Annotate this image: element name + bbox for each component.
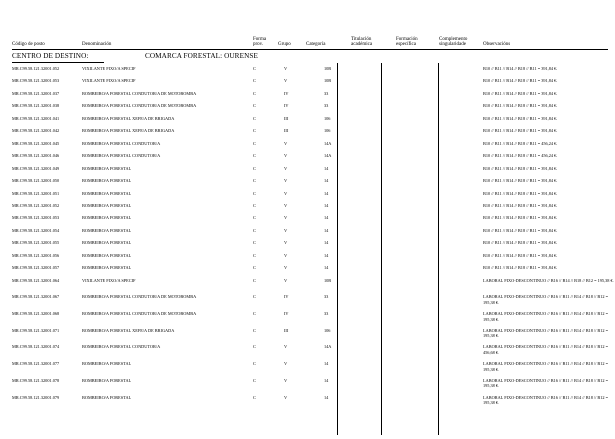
cell-forma: C [253, 240, 256, 246]
cell-obs: B10 // B11 // B14 // B18 // B11 = 391,84 €. [483, 215, 558, 221]
cell-forma: C [253, 140, 256, 146]
cell-code: MR.C99.58.121.32001.046 [12, 153, 60, 159]
cell-den: VIXILANTE FIXO/A SPECIF [82, 277, 136, 283]
cell-obs: LABORAL FIXO-DESCONTINUO // B16 // B11 // B14 // B18 // B12 = 195,38 €. [483, 294, 609, 305]
cell-obs: B10 // B11 // B14 // B18 // B11 = 391,84 €. [483, 103, 558, 109]
cell-grupo: V [284, 140, 288, 146]
header-forma: Forma prov. [253, 36, 267, 48]
cell-grupo: V [284, 66, 288, 71]
cell-forma: C [253, 377, 256, 383]
cell-obs: B10 // B11 // B14 // B18 // B11 = 391,84 €. [483, 178, 558, 184]
cell-cat: 14 [324, 361, 329, 367]
cell-code: MR.C99.58.121.32001.074 [12, 344, 60, 350]
cell-cat: 14A [324, 140, 332, 146]
cell-code: MR.C99.58.121.32001.055 [12, 240, 60, 246]
cell-den: BOMBEIRO/A FORESTAL [82, 227, 132, 233]
header-complemento: Complemento singularidade [439, 36, 468, 48]
cell-code: MR.C99.58.121.32001.042 [12, 128, 60, 134]
cell-obs: LABORAL FIXO-DESCONTINUO // B16 // B11 // B14 // B18 // B12 = 195,38 €. [483, 311, 609, 322]
cell-forma: C [253, 277, 256, 283]
cell-cat: 106 [324, 128, 331, 134]
cell-forma: C [253, 103, 256, 109]
header-codigo: Código de posto [12, 42, 45, 48]
cell-obs: B10 // B11 // B14 // B18 // B11 = 456,24 €. [483, 140, 558, 146]
cell-grupo: V [284, 344, 288, 350]
header-titulacion: Titulación académica [351, 36, 373, 48]
centro-value: COMARCA FORESTAL: OURENSE [145, 52, 258, 60]
cell-grupo: V [284, 78, 288, 84]
cell-den: BOMBEIRO/A FORESTAL [82, 190, 132, 196]
cell-den: BOMBEIRO/A FORESTAL [82, 165, 132, 171]
cell-grupo: V [284, 202, 288, 208]
cell-code: MR.C99.58.121.32001.079 [12, 394, 60, 400]
cell-grupo: V [284, 394, 288, 400]
cell-obs: LABORAL FIXO-DESCONTINUO // B16 // B11 // B14 // B18 // B12 = 195,38 €. [483, 377, 609, 389]
cell-den: BOMBEIRO/A FORESTAL [82, 202, 132, 208]
cell-cat: 14 [324, 265, 329, 271]
cell-code: MR.C99.58.121.32001.057 [12, 265, 60, 271]
col-divider-titulacion [337, 63, 338, 435]
cell-code: MR.C99.58.121.32001.053 [12, 215, 60, 221]
cell-obs: B10 // B11 // B14 // B18 // B11 = 391,84 €. [483, 128, 558, 134]
cell-forma: C [253, 128, 256, 134]
cell-den: BOMBEIRO/A FORESTAL CONDUTOR/A DE MOTOBOMBA [82, 90, 197, 96]
cell-code: MR.C99.58.121.32001.052 [12, 66, 60, 71]
cell-cat: 33 [324, 311, 329, 317]
cell-forma: C [253, 227, 256, 233]
cell-grupo: IV [284, 90, 289, 96]
cell-grupo: V [284, 277, 288, 283]
cell-forma: C [253, 153, 256, 159]
col-divider-formacion [381, 63, 382, 435]
cell-forma: C [253, 202, 256, 208]
centro-underline [12, 62, 104, 63]
cell-grupo: IV [284, 103, 289, 109]
cell-grupo: V [284, 227, 288, 233]
cell-obs: LABORAL FIXO-DESCONTINUO // B16 // B14 // B18 // B12 = 195,38 €. [483, 277, 614, 283]
cell-code: MR.C99.58.121.32001.053 [12, 78, 60, 84]
cell-cat: 14 [324, 252, 329, 258]
cell-forma: C [253, 327, 256, 333]
cell-cat: 14 [324, 215, 329, 221]
cell-code: MR.C99.58.121.32001.038 [12, 103, 60, 109]
cell-grupo: III [284, 115, 289, 121]
cell-den: VIXILANTE FIXO/A SPECIF [82, 78, 136, 84]
cell-code: MR.C99.58.121.32001.068 [12, 311, 60, 317]
cell-obs: B10 // B11 // B14 // B18 // B11 = 391,84 €. [483, 66, 558, 71]
cell-code: MR.C99.58.121.32001.067 [12, 294, 60, 300]
cell-forma: C [253, 90, 256, 96]
cell-cat: 10B [324, 66, 332, 71]
cell-den: BOMBEIRO/A FORESTAL CONDUTOR/A [82, 344, 161, 350]
cell-den: BOMBEIRO/A FORESTAL CONDUTOR/A [82, 140, 161, 146]
cell-code: MR.C99.58.121.32001.049 [12, 165, 60, 171]
cell-den: BOMBEIRO/A FORESTAL [82, 240, 132, 246]
cell-den: BOMBEIRO/A FORESTAL [82, 361, 132, 367]
cell-grupo: III [284, 327, 289, 333]
cell-cat: 14A [324, 153, 332, 159]
cell-grupo: V [284, 215, 288, 221]
cell-den: BOMBEIRO/A FORESTAL CONDUTOR/A DE MOTOBOMBA [82, 294, 197, 300]
header-formacion: Formación específica [396, 36, 418, 48]
cell-forma: C [253, 265, 256, 271]
cell-den: BOMBEIRO/A FORESTAL [82, 215, 132, 221]
cell-cat: 14 [324, 227, 329, 233]
cell-forma: C [253, 165, 256, 171]
cell-grupo: V [284, 178, 288, 184]
cell-cat: 14 [324, 202, 329, 208]
header-grupo: Grupo [278, 42, 291, 48]
cell-grupo: V [284, 240, 288, 246]
cell-grupo: V [284, 165, 288, 171]
cell-forma: C [253, 394, 256, 400]
cell-grupo: IV [284, 294, 289, 300]
cell-obs: B10 // B11 // B14 // B18 // B11 = 391,84 €. [483, 227, 558, 233]
cell-code: MR.C99.58.121.32001.071 [12, 327, 60, 333]
cell-code: MR.C99.58.121.32001.078 [12, 377, 60, 383]
cell-forma: C [253, 361, 256, 367]
cell-cat: 106 [324, 327, 331, 333]
cell-den: VIXILANTE FIXO/A SPECIF [82, 66, 136, 71]
cell-forma: C [253, 78, 256, 84]
cell-cat: 33 [324, 294, 329, 300]
cell-obs: B10 // B11 // B14 // B18 // B11 = 391,84 €. [483, 90, 558, 96]
cell-den: BOMBEIRO/A FORESTAL XEFE/A DE BRIGADA [82, 128, 175, 134]
cell-cat: 33 [324, 90, 329, 96]
cell-cat: 14 [324, 178, 329, 184]
cell-obs: B10 // B11 // B14 // B18 // B11 = 391,84 €. [483, 252, 558, 258]
cell-forma: C [253, 66, 256, 71]
cell-grupo: IV [284, 311, 289, 317]
cell-den: BOMBEIRO/A FORESTAL [82, 178, 132, 184]
cell-forma: C [253, 311, 256, 317]
cell-forma: C [253, 115, 256, 121]
header-observacions: Observacións [483, 42, 511, 48]
cell-den: BOMBEIRO/A FORESTAL CONDUTOR/A DE MOTOBOMBA [82, 103, 197, 109]
cell-cat: 14 [324, 190, 329, 196]
cell-den: BOMBEIRO/A FORESTAL [82, 252, 132, 258]
cell-forma: C [253, 294, 256, 300]
cell-forma: C [253, 252, 256, 258]
cell-cat: 14 [324, 240, 329, 246]
cell-grupo: V [284, 377, 288, 383]
centro-destino [12, 52, 258, 60]
cell-obs: B10 // B11 // B14 // B18 // B11 = 391,84 €. [483, 115, 558, 121]
cell-obs: B10 // B11 // B14 // B18 // B11 = 391,84 €. [483, 202, 558, 208]
cell-code: MR.C99.58.121.32001.051 [12, 190, 60, 196]
cell-code: MR.C99.58.121.32001.037 [12, 90, 60, 96]
cell-cat: 14 [324, 377, 329, 383]
cell-den: BOMBEIRO/A FORESTAL XEFE/A DE BRIGADA [82, 327, 175, 333]
cell-forma: C [253, 344, 256, 350]
cell-cat: 10B [324, 78, 332, 84]
cell-cat: 14 [324, 165, 329, 171]
cell-den: BOMBEIRO/A FORESTAL CONDUTOR/A [82, 153, 161, 159]
cell-obs: LABORAL FIXO-DESCONTINUO // B16 // B11 // B14 // B18 // B12 = 456,68 €. [483, 344, 609, 356]
cell-code: MR.C99.58.121.32001.052 [12, 202, 60, 208]
cell-forma: C [253, 178, 256, 184]
cell-grupo: III [284, 128, 289, 134]
cell-code: MR.C99.58.121.32001.050 [12, 178, 60, 184]
cell-obs: LABORAL FIXO-DESCONTINUO // B16 // B11 // B14 // B18 // B12 = 195,38 €. [483, 361, 609, 372]
cell-grupo: V [284, 252, 288, 258]
cell-den: BOMBEIRO/A FORESTAL CONDUTOR/A DE MOTOBOMBA [82, 311, 197, 317]
cell-code: MR.C99.58.121.32001.054 [12, 227, 60, 233]
cell-grupo: V [284, 265, 288, 271]
centro-label: CENTRO DE DESTINO: [12, 52, 89, 60]
cell-cat: 106 [324, 115, 331, 121]
cell-cat: 10B [324, 277, 332, 283]
table-header [0, 34, 615, 48]
cell-obs: B10 // B11 // B14 // B18 // B11 = 391,84 €. [483, 78, 558, 84]
cell-obs: B10 // B11 // B14 // B18 // B11 = 391,84 €. [483, 165, 558, 171]
cell-grupo: V [284, 190, 288, 196]
cell-forma: C [253, 190, 256, 196]
cell-obs: B10 // B11 // B14 // B18 // B11 = 456,24 €. [483, 153, 558, 159]
cell-grupo: V [284, 361, 288, 367]
cell-code: MR.C99.58.121.32001.064 [12, 277, 60, 283]
header-divider [12, 49, 608, 50]
header-denominacion: Denominación [82, 42, 112, 48]
cell-obs: LABORAL FIXO-DESCONTINUO // B16 // B11 // B14 // B18 // B12 = 195,38 €. [483, 327, 609, 339]
cell-obs: B10 // B11 // B14 // B18 // B11 = 391,84 €. [483, 240, 558, 246]
cell-grupo: V [284, 153, 288, 159]
header-categoria: Categoría [306, 42, 326, 48]
cell-den: BOMBEIRO/A FORESTAL XEFE/A DE BRIGADA [82, 115, 175, 121]
cell-den: BOMBEIRO/A FORESTAL [82, 377, 132, 383]
cell-code: MR.C99.58.121.32001.041 [12, 115, 60, 121]
cell-obs: B10 // B11 // B14 // B18 // B11 = 391,84 €. [483, 190, 558, 196]
cell-cat: 14A [324, 344, 332, 350]
cell-den: BOMBEIRO/A FORESTAL [82, 265, 132, 271]
cell-forma: C [253, 215, 256, 221]
cell-obs: B10 // B11 // B14 // B18 // B11 = 391,84 €. [483, 265, 558, 271]
cell-code: MR.C99.58.121.32001.077 [12, 361, 60, 367]
cell-code: MR.C99.58.121.32001.045 [12, 140, 60, 146]
cell-cat: 14 [324, 394, 329, 400]
cell-obs: LABORAL FIXO-DESCONTINUO // B16 // B11 // B14 // B18 // B12 = 195,38 €. [483, 394, 609, 406]
cell-den: BOMBEIRO/A FORESTAL [82, 394, 132, 400]
cell-code: MR.C99.58.121.32001.056 [12, 252, 60, 258]
col-divider-complemento [438, 63, 439, 435]
cell-cat: 33 [324, 103, 329, 109]
